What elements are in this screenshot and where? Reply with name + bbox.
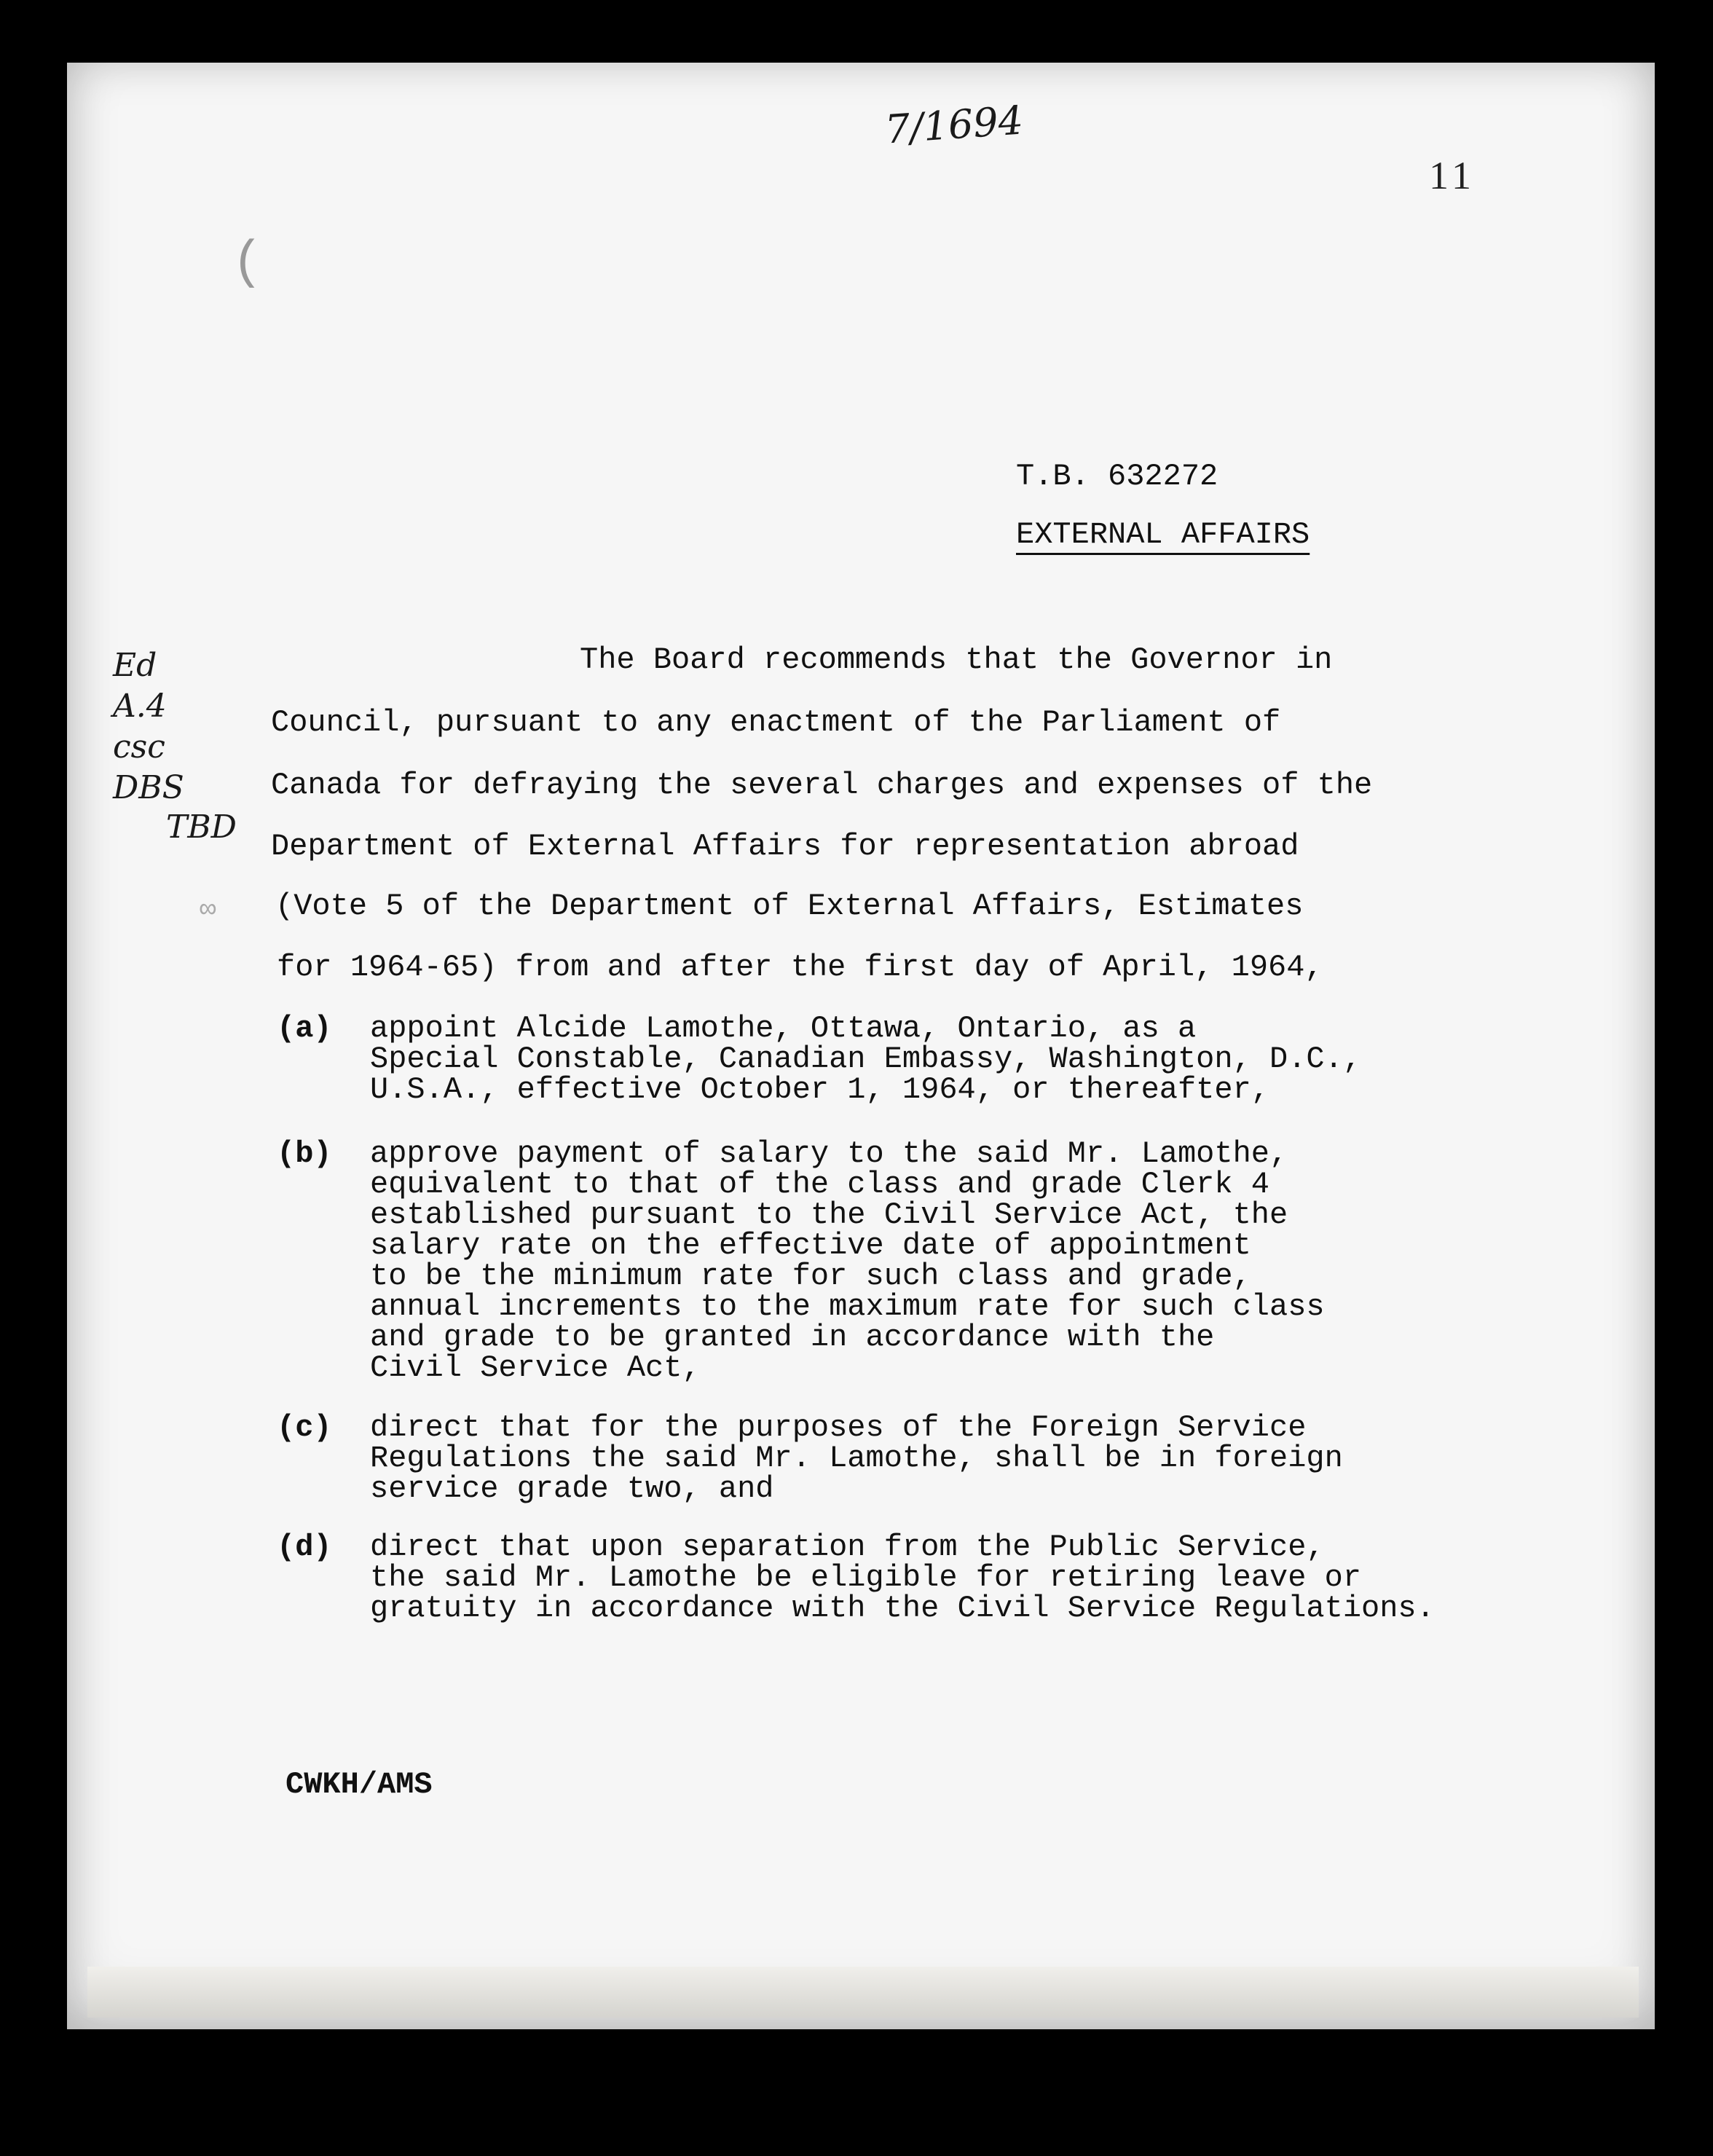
body-line: Council, pursuant to any enactment of the Parliament of bbox=[271, 705, 1281, 740]
scan-dots: ∞ bbox=[200, 894, 212, 926]
item-d-line: the said Mr. Lamothe be eligible for retiring leave or bbox=[370, 1560, 1362, 1595]
item-label-d: (d) bbox=[277, 1530, 332, 1565]
margin-note-5: TBD bbox=[166, 808, 237, 846]
item-b-line: annual increments to the maximum rate for such class bbox=[370, 1289, 1325, 1324]
body-line: (Vote 5 of the Department of External Affairs, Estimates bbox=[275, 889, 1304, 924]
item-b-line: to be the minimum rate for such class and grade, bbox=[370, 1259, 1251, 1294]
item-c-line: Regulations the said Mr. Lamothe, shall be in foreign bbox=[370, 1441, 1343, 1476]
margin-note-3: csc bbox=[113, 728, 165, 766]
handwritten-file-reference: 7/1694 bbox=[883, 97, 1025, 153]
item-a-line: appoint Alcide Lamothe, Ottawa, Ontario, as a bbox=[370, 1011, 1197, 1046]
paper-bottom-edge bbox=[87, 1967, 1639, 2018]
item-c-line: direct that for the purposes of the Foreign Service bbox=[370, 1410, 1307, 1445]
item-label-b: (b) bbox=[277, 1136, 332, 1171]
margin-note-1: Ed bbox=[113, 647, 157, 684]
margin-note-4: DBS bbox=[113, 769, 184, 806]
margin-note-2: A.4 bbox=[113, 688, 167, 725]
item-b-line: equivalent to that of the class and grade Clerk 4 bbox=[370, 1167, 1270, 1202]
item-a-line: Special Constable, Canadian Embassy, Washington, D.C., bbox=[370, 1042, 1362, 1077]
body-line: for 1964-65) from and after the first day of April, 1964, bbox=[277, 950, 1323, 985]
item-c-line: service grade two, and bbox=[370, 1471, 774, 1506]
item-d-line: gratuity in accordance with the Civil Service Regulations. bbox=[370, 1591, 1435, 1626]
punch-hole-mark: ( bbox=[232, 233, 264, 293]
item-b-line: Civil Service Act, bbox=[370, 1350, 701, 1385]
item-label-a: (a) bbox=[277, 1011, 332, 1046]
body-line: The Board recommends that the Governor in bbox=[580, 642, 1333, 677]
body-line: Canada for defraying the several charges and expenses of the bbox=[271, 768, 1373, 803]
item-b-line: established pursuant to the Civil Service Act, the bbox=[370, 1197, 1288, 1232]
item-a-line: U.S.A., effective October 1, 1964, or thereafter, bbox=[370, 1072, 1270, 1107]
item-b-line: salary rate on the effective date of appointment bbox=[370, 1228, 1251, 1263]
department-heading: EXTERNAL AFFAIRS bbox=[1016, 517, 1310, 552]
item-label-c: (c) bbox=[277, 1410, 332, 1445]
author-initials: CWKH/AMS bbox=[286, 1767, 433, 1802]
body-line: Department of External Affairs for representation abroad bbox=[271, 829, 1299, 864]
item-b-line: and grade to be granted in accordance with the bbox=[370, 1320, 1215, 1355]
page-number: 11 bbox=[1429, 154, 1476, 197]
treasury-board-number: T.B. 632272 bbox=[1016, 459, 1218, 494]
item-d-line: direct that upon separation from the Public Service, bbox=[370, 1530, 1325, 1565]
item-b-line: approve payment of salary to the said Mr. Lamothe, bbox=[370, 1136, 1288, 1171]
